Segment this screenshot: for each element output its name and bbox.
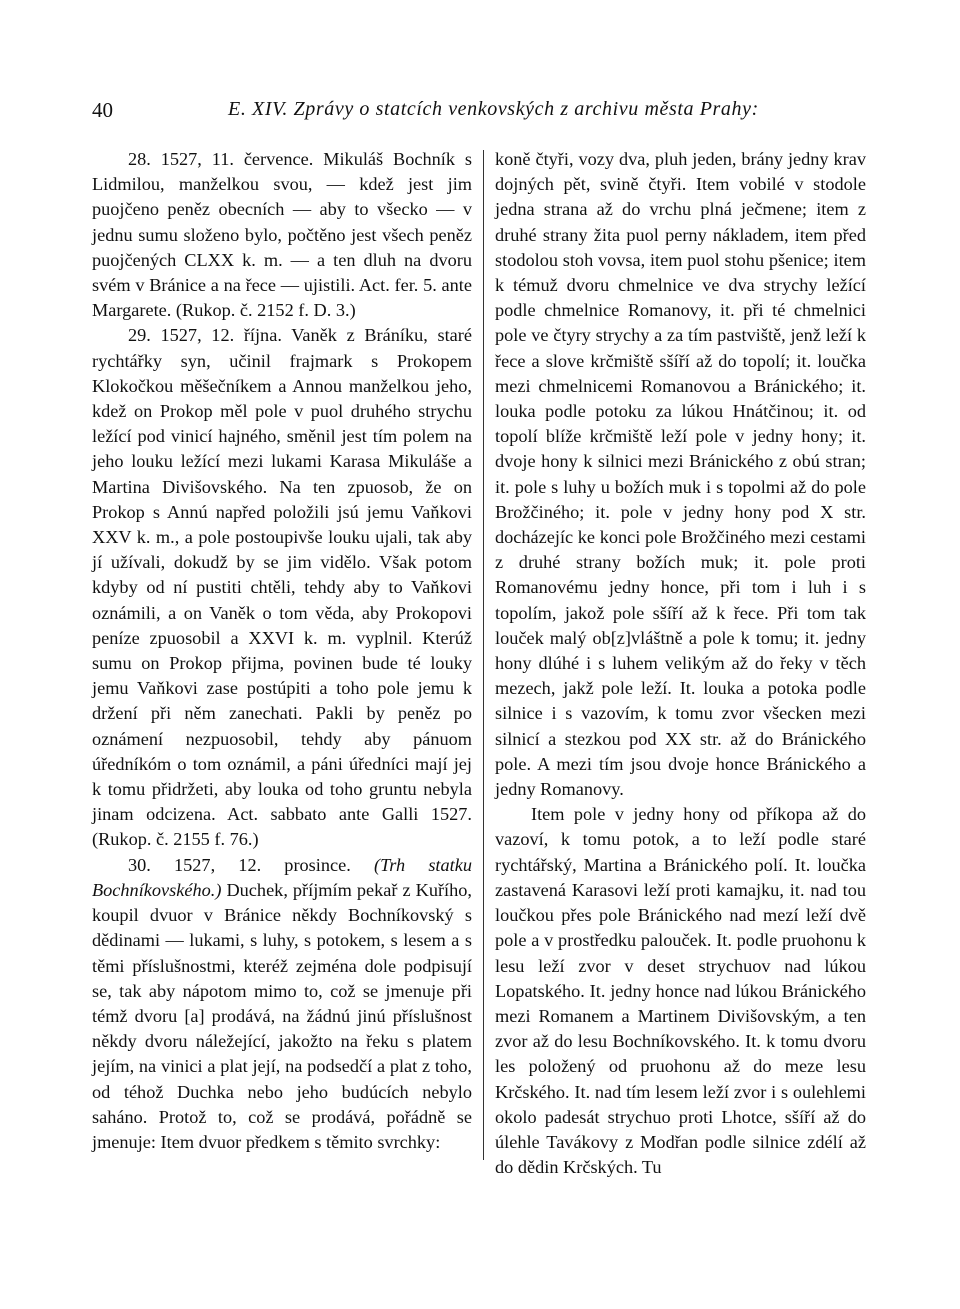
entry-30-head: 30. 1527, 12. prosince. bbox=[128, 854, 351, 875]
right-continuation: koně čtyři, vozy dva, pluh jeden, brány jedny krav dojných pět, svině čtyři. Item vobilé v stodole jedna strana až do vrchu plná ječmene; item z druhé strany žita puol perny nákladem, item před stodolou stoh vovsa, item puol stohu pšenice; item k témuž dvoru chmelnice ve dva strychy ležící podle chmelnice Romanovy, it. při té chmelnici pole ve čtyry strychy a za tím pastviště, jenž leží k řece a slove krčmiště sšíří až do topolí; it. loučka mezi chmelnicemi Romanovou a Bránického; it. louka podle potoku za lúkou Hnátčinou; it. od topolí blíže krčmiště leží pole v jedny hony; it. dvoje hony k silnici mezi Bránického z obú stran; it. pole s luhy u božích muk i s topolmi až do pole Brožčiného; it. pole v jedny hony pod X str. docházejíc ke konci pole Brožčiného mezi cestami z druhé strany božích muk; it. pole proti Romanovému jedny honce, při tom i luh i s topolím, jakož pole sšíří až k řece. Při tom tak louček malý ob[z]vláštně a pole k tomu; it. jedny hony dlúhé i s luhem velikým až do řeky v těch mezech, jakž pole leží. It. louka a potoka podle silnice i s vazovím, k tomu zvor všecken mezi silnicí a stezkou pod XX str. až do Bránického pole. A mezi tím jsou dvoje honce Bránického a jedny Romanovy. bbox=[495, 149, 866, 800]
entry-28 bbox=[92, 147, 472, 323]
left-column bbox=[92, 147, 472, 1155]
entry-29 bbox=[92, 323, 472, 852]
column-divider bbox=[483, 150, 484, 1160]
right-column bbox=[495, 147, 866, 1180]
page-header bbox=[92, 98, 872, 128]
running-head: E. XIV. Zprávy o statcích venkovských z archivu města Prahy: bbox=[228, 98, 759, 120]
entry-29-text: Vaněk z Bráníku, staré rychtářky syn, učinil frajmark s Prokopem Klokočkou měšečníkem a Annou manželkou jeho, kdež on Prokop měl pole v puol druhého strychu ležící pod vinicí hajného, směnil jest tím polem na jeho louku ležící mezi lukami Karasa Mikuláše a Martina Divišovského. Na ten zpuosob, že on Prokop s Annú napřed položili jsú jemu Vaňkovi XXV k. m., a pole postoupivše louku ujali, tak aby jí užívali, dokudž by se jim vidělo. Však potom kdyby od ní pustiti chtěli, tehdy aby to Vaňkovi oznámili, a on Vaněk o tom věda, aby Prokopovi peníze zpuosobil a XXVI k. m. vyplnil. Kterúž sumu on Prokop přijma, povinen bude té louky jemu Vaňkovi zase postúpiti a toho pole jemu k držení při něm zanechati. Pakli by peněz po oznámení nezpuosobil, tehdy aby pánuom úředníkóm o tom oznámil, a páni úředníci mají jej k tomu přidržeti, aby louka od toho gruntu nebyla jinam odcizena. Act. sabbato ante Galli 1527. (Rukop. č. 2155 f. 76.) bbox=[92, 325, 472, 850]
entry-30 bbox=[92, 853, 472, 1155]
entry-30-text: Duchek, příjmím pekař z Kuřího, koupil dvuor v Bránice někdy Bochníkovský s dědinami — lukami, s luhy, s potokem, s lesem a s těmi příslušnostmi, kteréž zejména dole podpisují se, tak aby nápotom mimo to, což se jmenuje při témž dvoru [a] prodává, na žádnú jinú příslušnost někdy dvoru náležející, jakožto na řeku s platem jejím, na vinici a plat její, na podsedčí a plat z toho, od téhož Duchka nebo jeho budúcích nebylo saháno. Protož to, což se prodává, pořádně se jmenuje: Item dvuor předkem s těmito svrchky: bbox=[92, 879, 472, 1152]
right-paragraph-2: Item pole v jedny hony od příkopa až do vazoví, k tomu potok, a to leží podle staré rychtářský, Martina a Bránického polí. It. loučka zastavená Karasovi leží proti kamajku, it. nad tou loučkou přes pole Bránického nad mezí leží dvě pole a v prostředku palouček. It. podle pruohonu k lesu leží zvor v deset strychuov nad lúkou Lopatského. It. jedny honce nad lúkou Bránického mezi Romanem a Martinem Divišovským, a ten zvor až do lesu Bochníkovského. It. k tomu dvoru les položený od pruohonu až do meze lesu Krčského. It. nad tím lesem leží zvor i s oulehlemi okolo padesát strychuo proti Lhotce, sšíří až do úlehle Tavákovy z Modřan podle silnice zdélí až do dědin Krčských. Tu bbox=[495, 804, 866, 1178]
entry-30-title: (Trh statku Bochníkovského.) bbox=[92, 854, 472, 900]
entry-28-text: Mikuláš Bochník s Lidmilou, manželkou svou, — kdež jest jim puojčeno peněz obecních — aby to všecko — v jednu sumu složeno bylo, počtěno jest všech peněz puojčených CLXX k. m. — a ten dluh na dvoru svém v Bránice a na řece — ujistili. Act. fer. 5. ante Margarete. (Rukop. č. 2152 f. D. 3.) bbox=[92, 149, 472, 321]
entry-29-head: 29. 1527, 12. října. bbox=[128, 325, 282, 346]
page-number: 40 bbox=[92, 98, 113, 122]
entry-28-head: 28. 1527, 11. července. bbox=[128, 149, 314, 169]
